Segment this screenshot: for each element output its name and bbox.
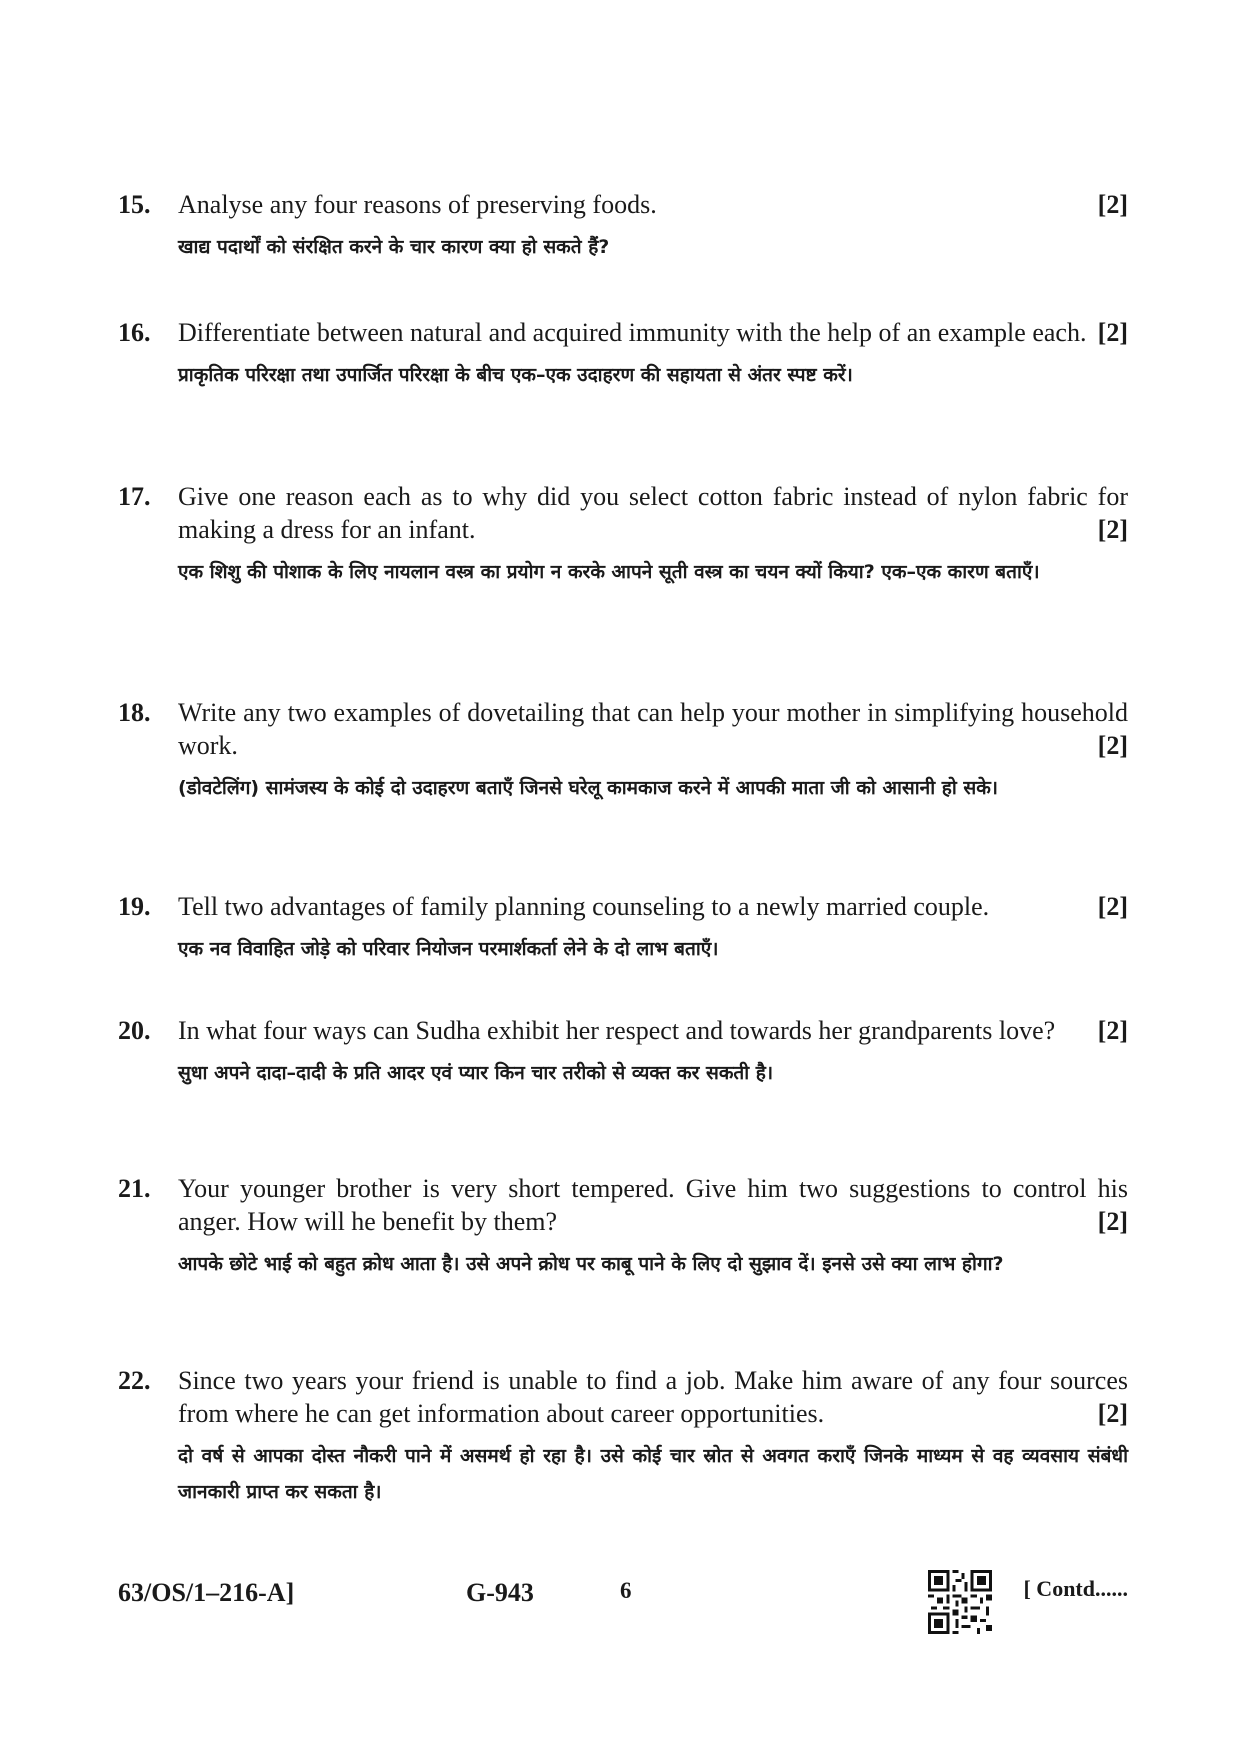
question-marks: [2] (1097, 892, 1128, 921)
question-number: 22. (118, 1366, 151, 1395)
question-english-text: Differentiate between natural and acquired immunity with the help of an example each. (178, 318, 1087, 347)
question-number: 20. (118, 1016, 151, 1045)
question-english-text: Your younger brother is very short tempered. Give him two suggestions to control his anger. How will he benefit by them? (178, 1174, 1128, 1236)
question-marks: [2] (1097, 1399, 1128, 1428)
question-english-text: Since two years your friend is unable to find a job. Make him aware of any four sources from where he can get information about career opportunities. (178, 1366, 1128, 1428)
question-english (178, 1172, 1128, 1238)
question-hindi: सुधा अपने दादा–दादी के प्रति आदर एवं प्यार किन चार तरीको से व्यक्त कर सकती है। (178, 1062, 774, 1084)
question-marks: [2] (1097, 190, 1128, 219)
question-number: 21. (118, 1174, 151, 1203)
question-english (178, 890, 1128, 923)
question-marks: [2] (1097, 318, 1128, 347)
question-english (178, 1014, 1128, 1047)
question-19 (118, 890, 1128, 967)
question-number: 17. (118, 482, 151, 511)
question-number: 15. (118, 190, 151, 219)
question-hindi: दो वर्ष से आपका दोस्त नौकरी पाने में असमर्थ हो रहा है। उसे कोई चार स्रोत से अवगत कराएँ जिनके माध्यम से वह व्यवसाय संबंधी जानकारी प्राप्त कर सकता है। (178, 1445, 1128, 1503)
question-english (178, 188, 1128, 221)
question-hindi: एक शिशु की पोशाक के लिए नायलान वस्त्र का प्रयोग न करके आपने सूती वस्त्र का चयन क्यों किया? एक–एक कारण बताएँ। (178, 561, 1040, 583)
question-15 (118, 188, 1128, 265)
question-english-text: In what four ways can Sudha exhibit her respect and towards her grandparents love? (178, 1016, 1056, 1045)
question-number: 16. (118, 318, 151, 347)
page-footer (118, 1570, 1128, 1620)
page-number: 6 (620, 1578, 632, 1603)
question-hindi: खाद्य पदार्थों को संरक्षित करने के चार कारण क्या हो सकते हैं? (178, 236, 610, 258)
question-18 (118, 696, 1128, 806)
question-english-text: Write any two examples of dovetailing that can help your mother in simplifying household work. (178, 698, 1128, 760)
question-marks: [2] (1097, 515, 1128, 544)
question-17 (118, 480, 1128, 590)
question-hindi: (डोवटेलिंग) सामंजस्य के कोई दो उदाहरण बताएँ जिनसे घरेलू कामकाज करने में आपकी माता जी को आसानी हो सके। (178, 777, 998, 799)
question-marks: [2] (1097, 731, 1128, 760)
question-marks: [2] (1097, 1207, 1128, 1236)
question-20 (118, 1014, 1128, 1091)
question-16 (118, 316, 1128, 393)
question-hindi: आपके छोटे भाई को बहुत क्रोध आता है। उसे अपने क्रोध पर काबू पाने के लिए दो सुझाव दें। इनसे उसे क्या लाभ होगा? (178, 1253, 1004, 1275)
qr-code-icon (928, 1570, 992, 1634)
question-marks: [2] (1097, 1016, 1128, 1045)
question-english (178, 480, 1128, 546)
question-number: 18. (118, 698, 151, 727)
question-22 (118, 1364, 1128, 1510)
continued-label: [ Contd...... (1023, 1576, 1128, 1601)
question-english (178, 316, 1128, 349)
question-english (178, 696, 1128, 762)
question-hindi: एक नव विवाहित जोड़े को परिवार नियोजन परमार्शकर्ता लेने के दो लाभ बताएँ। (178, 938, 719, 960)
question-hindi: प्राकृतिक परिरक्षा तथा उपार्जित परिरक्षा के बीच एक–एक उदाहरण की सहायता से अंतर स्पष्ट करें। (178, 364, 853, 386)
series-code: G-943 (466, 1578, 534, 1607)
question-english-text: Tell two advantages of family planning counseling to a newly married couple. (178, 892, 990, 921)
question-english-text: Analyse any four reasons of preserving foods. (178, 190, 657, 219)
paper-code: 63/OS/1–216-A] (118, 1578, 295, 1607)
question-21 (118, 1172, 1128, 1282)
question-number: 19. (118, 892, 151, 921)
question-english (178, 1364, 1128, 1430)
question-english-text: Give one reason each as to why did you select cotton fabric instead of nylon fabric for making a dress for an infant. (178, 482, 1128, 544)
